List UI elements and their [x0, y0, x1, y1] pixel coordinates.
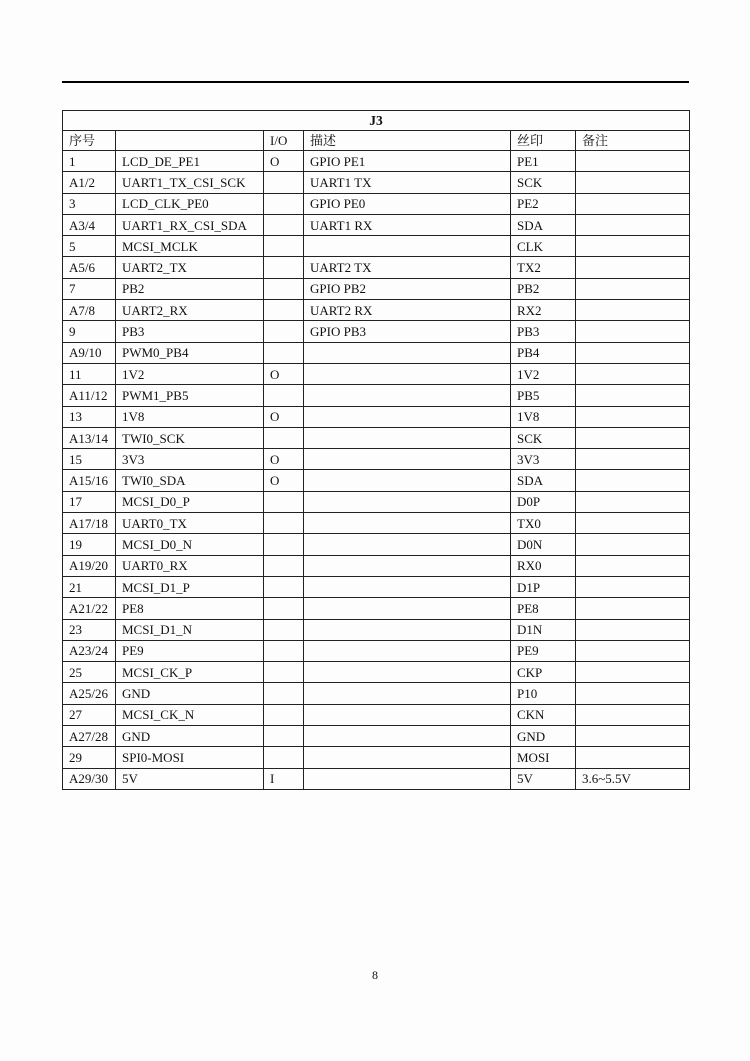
- column-header: I/O: [264, 131, 304, 151]
- table-row: [63, 449, 690, 470]
- table-row: [63, 555, 690, 576]
- table-cell: A7/8: [63, 300, 116, 321]
- table-cell: [304, 427, 511, 448]
- table-cell: LCD_DE_PE1: [116, 151, 264, 172]
- table-cell: A17/18: [63, 513, 116, 534]
- table-title: J3: [63, 111, 690, 131]
- table-cell: CLK: [511, 236, 576, 257]
- table-cell: [304, 342, 511, 363]
- table-row: [63, 321, 690, 342]
- table-cell: O: [264, 363, 304, 384]
- table-cell: [576, 470, 690, 491]
- table-cell: [576, 491, 690, 512]
- table-cell: [264, 683, 304, 704]
- table-row: [63, 193, 690, 214]
- table-cell: [304, 619, 511, 640]
- table-cell: SCK: [511, 172, 576, 193]
- table-cell: A29/30: [63, 768, 116, 789]
- table-row: [63, 172, 690, 193]
- table-cell: MOSI: [511, 747, 576, 768]
- table-cell: A25/26: [63, 683, 116, 704]
- table-cell: 1V2: [116, 363, 264, 384]
- table-cell: 15: [63, 449, 116, 470]
- table-cell: 3: [63, 193, 116, 214]
- table-cell: [576, 747, 690, 768]
- table-cell: O: [264, 151, 304, 172]
- table-row: [63, 640, 690, 661]
- table-cell: GPIO PE1: [304, 151, 511, 172]
- table-cell: [304, 491, 511, 512]
- pin-table-body: [63, 151, 690, 790]
- table-cell: 9: [63, 321, 116, 342]
- table-cell: PE1: [511, 151, 576, 172]
- table-cell: [304, 683, 511, 704]
- table-cell: MCSI_D1_P: [116, 576, 264, 597]
- table-cell: [264, 321, 304, 342]
- table-cell: [264, 193, 304, 214]
- table-cell: O: [264, 470, 304, 491]
- table-cell: [304, 363, 511, 384]
- table-row: [63, 385, 690, 406]
- table-cell: GND: [116, 683, 264, 704]
- table-cell: MCSI_D0_N: [116, 534, 264, 555]
- table-row: [63, 598, 690, 619]
- table-cell: [264, 662, 304, 683]
- table-cell: MCSI_CK_P: [116, 662, 264, 683]
- table-cell: [264, 491, 304, 512]
- table-cell: [304, 576, 511, 597]
- table-cell: 1V2: [511, 363, 576, 384]
- table-cell: PE8: [511, 598, 576, 619]
- table-cell: [576, 598, 690, 619]
- table-cell: PB5: [511, 385, 576, 406]
- table-cell: [576, 683, 690, 704]
- table-cell: PWM0_PB4: [116, 342, 264, 363]
- table-cell: UART1_RX_CSI_SDA: [116, 214, 264, 235]
- table-cell: SDA: [511, 470, 576, 491]
- table-cell: [264, 342, 304, 363]
- table-row: [63, 151, 690, 172]
- table-cell: [576, 406, 690, 427]
- table-cell: [576, 193, 690, 214]
- table-row: [63, 406, 690, 427]
- table-cell: 5V: [511, 768, 576, 789]
- table-cell: UART2 RX: [304, 300, 511, 321]
- table-cell: 3.6~5.5V: [576, 768, 690, 789]
- table-cell: [576, 321, 690, 342]
- table-cell: PE2: [511, 193, 576, 214]
- table-cell: SCK: [511, 427, 576, 448]
- table-cell: [264, 236, 304, 257]
- table-cell: [576, 172, 690, 193]
- table-cell: [264, 300, 304, 321]
- table-cell: [576, 662, 690, 683]
- table-cell: [304, 470, 511, 491]
- table-cell: [576, 151, 690, 172]
- table-cell: [304, 640, 511, 661]
- table-cell: 3V3: [511, 449, 576, 470]
- table-cell: [304, 555, 511, 576]
- table-row: [63, 747, 690, 768]
- table-cell: CKN: [511, 704, 576, 725]
- table-cell: 11: [63, 363, 116, 384]
- table-cell: [264, 214, 304, 235]
- table-row: [63, 300, 690, 321]
- table-cell: A15/16: [63, 470, 116, 491]
- table-cell: A27/28: [63, 726, 116, 747]
- table-cell: UART1 TX: [304, 172, 511, 193]
- column-header: 丝印: [511, 131, 576, 151]
- table-row: [63, 704, 690, 725]
- table-cell: GND: [511, 726, 576, 747]
- table-cell: [304, 747, 511, 768]
- table-cell: A3/4: [63, 214, 116, 235]
- table-cell: [264, 427, 304, 448]
- table-cell: UART0_TX: [116, 513, 264, 534]
- table-cell: [264, 576, 304, 597]
- table-cell: TX0: [511, 513, 576, 534]
- table-cell: [576, 619, 690, 640]
- table-cell: [576, 704, 690, 725]
- table-cell: [304, 513, 511, 534]
- table-cell: UART2_TX: [116, 257, 264, 278]
- table-cell: LCD_CLK_PE0: [116, 193, 264, 214]
- table-cell: [304, 406, 511, 427]
- table-cell: D1N: [511, 619, 576, 640]
- table-row: [63, 257, 690, 278]
- table-row: [63, 726, 690, 747]
- table-cell: PB2: [511, 278, 576, 299]
- table-cell: [576, 449, 690, 470]
- table-cell: [304, 236, 511, 257]
- table-cell: [304, 385, 511, 406]
- table-cell: [264, 726, 304, 747]
- table-cell: MCSI_CK_N: [116, 704, 264, 725]
- table-row: [63, 278, 690, 299]
- table-cell: PB3: [511, 321, 576, 342]
- table-cell: [304, 768, 511, 789]
- table-cell: [264, 534, 304, 555]
- table-row: [63, 768, 690, 789]
- table-cell: RX0: [511, 555, 576, 576]
- table-cell: 19: [63, 534, 116, 555]
- table-cell: A11/12: [63, 385, 116, 406]
- table-row: [63, 683, 690, 704]
- table-row: [63, 427, 690, 448]
- table-row: [63, 534, 690, 555]
- table-cell: MCSI_MCLK: [116, 236, 264, 257]
- connector-j3-pin-table: [62, 110, 690, 790]
- table-cell: 21: [63, 576, 116, 597]
- table-row: [63, 513, 690, 534]
- table-cell: [576, 363, 690, 384]
- table-cell: UART1 RX: [304, 214, 511, 235]
- table-title-row: [63, 111, 690, 131]
- table-cell: [576, 640, 690, 661]
- table-cell: PB3: [116, 321, 264, 342]
- table-cell: A1/2: [63, 172, 116, 193]
- table-cell: [264, 598, 304, 619]
- table-row: [63, 662, 690, 683]
- table-cell: [576, 257, 690, 278]
- table-cell: [576, 555, 690, 576]
- table-cell: A9/10: [63, 342, 116, 363]
- table-cell: [576, 726, 690, 747]
- table-cell: CKP: [511, 662, 576, 683]
- table-header-row: [63, 131, 690, 151]
- table-cell: 13: [63, 406, 116, 427]
- table-cell: TWI0_SDA: [116, 470, 264, 491]
- table-cell: A5/6: [63, 257, 116, 278]
- table-cell: [576, 278, 690, 299]
- column-header: [116, 131, 264, 151]
- table-cell: UART0_RX: [116, 555, 264, 576]
- table-cell: [304, 534, 511, 555]
- column-header: 描述: [304, 131, 511, 151]
- table-cell: 1: [63, 151, 116, 172]
- table-cell: [576, 534, 690, 555]
- table-cell: 27: [63, 704, 116, 725]
- table-row: [63, 576, 690, 597]
- table-cell: GPIO PB2: [304, 278, 511, 299]
- table-cell: 1V8: [116, 406, 264, 427]
- table-cell: 1V8: [511, 406, 576, 427]
- table-cell: PE8: [116, 598, 264, 619]
- table-cell: SDA: [511, 214, 576, 235]
- table-cell: [576, 300, 690, 321]
- table-cell: GND: [116, 726, 264, 747]
- table-row: [63, 363, 690, 384]
- table-cell: 7: [63, 278, 116, 299]
- table-cell: [304, 662, 511, 683]
- table-cell: 17: [63, 491, 116, 512]
- table-cell: 3V3: [116, 449, 264, 470]
- table-cell: [576, 214, 690, 235]
- table-cell: GPIO PE0: [304, 193, 511, 214]
- table-cell: [576, 236, 690, 257]
- table-cell: [576, 385, 690, 406]
- table-cell: I: [264, 768, 304, 789]
- table-row: [63, 342, 690, 363]
- table-cell: [576, 576, 690, 597]
- table-cell: RX2: [511, 300, 576, 321]
- table-cell: PE9: [116, 640, 264, 661]
- table-cell: O: [264, 406, 304, 427]
- table-cell: A19/20: [63, 555, 116, 576]
- table-cell: O: [264, 449, 304, 470]
- table-cell: [304, 726, 511, 747]
- table-cell: TX2: [511, 257, 576, 278]
- table-cell: [304, 598, 511, 619]
- table-cell: PWM1_PB5: [116, 385, 264, 406]
- table-cell: PB4: [511, 342, 576, 363]
- table-cell: 5: [63, 236, 116, 257]
- table-cell: UART1_TX_CSI_SCK: [116, 172, 264, 193]
- table-cell: A21/22: [63, 598, 116, 619]
- table-cell: P10: [511, 683, 576, 704]
- table-cell: 23: [63, 619, 116, 640]
- table-cell: D0N: [511, 534, 576, 555]
- table-cell: [576, 342, 690, 363]
- table-cell: [264, 555, 304, 576]
- table-row: [63, 491, 690, 512]
- table-row: [63, 470, 690, 491]
- table-cell: 25: [63, 662, 116, 683]
- table-cell: A13/14: [63, 427, 116, 448]
- table-cell: TWI0_SCK: [116, 427, 264, 448]
- table-cell: [264, 385, 304, 406]
- column-header: 序号: [63, 131, 116, 151]
- table-row: [63, 619, 690, 640]
- page-header-rule: [62, 81, 689, 83]
- table-row: [63, 236, 690, 257]
- table-cell: SPI0-MOSI: [116, 747, 264, 768]
- table-cell: UART2_RX: [116, 300, 264, 321]
- table-cell: [576, 513, 690, 534]
- table-cell: 5V: [116, 768, 264, 789]
- table-cell: 29: [63, 747, 116, 768]
- table-cell: MCSI_D1_N: [116, 619, 264, 640]
- table-cell: [304, 704, 511, 725]
- table-cell: D1P: [511, 576, 576, 597]
- table-cell: PE9: [511, 640, 576, 661]
- table-cell: [264, 172, 304, 193]
- table-cell: UART2 TX: [304, 257, 511, 278]
- table-cell: [264, 747, 304, 768]
- table-cell: [304, 449, 511, 470]
- table-cell: [264, 619, 304, 640]
- table-cell: [264, 513, 304, 534]
- table-cell: [576, 427, 690, 448]
- table-cell: MCSI_D0_P: [116, 491, 264, 512]
- table-cell: D0P: [511, 491, 576, 512]
- column-header: 备注: [576, 131, 690, 151]
- table-cell: [264, 278, 304, 299]
- table-cell: [264, 257, 304, 278]
- table-cell: PB2: [116, 278, 264, 299]
- table-cell: GPIO PB3: [304, 321, 511, 342]
- table-cell: [264, 640, 304, 661]
- page-number: 8: [372, 968, 378, 982]
- table-row: [63, 214, 690, 235]
- table-cell: A23/24: [63, 640, 116, 661]
- table-cell: [264, 704, 304, 725]
